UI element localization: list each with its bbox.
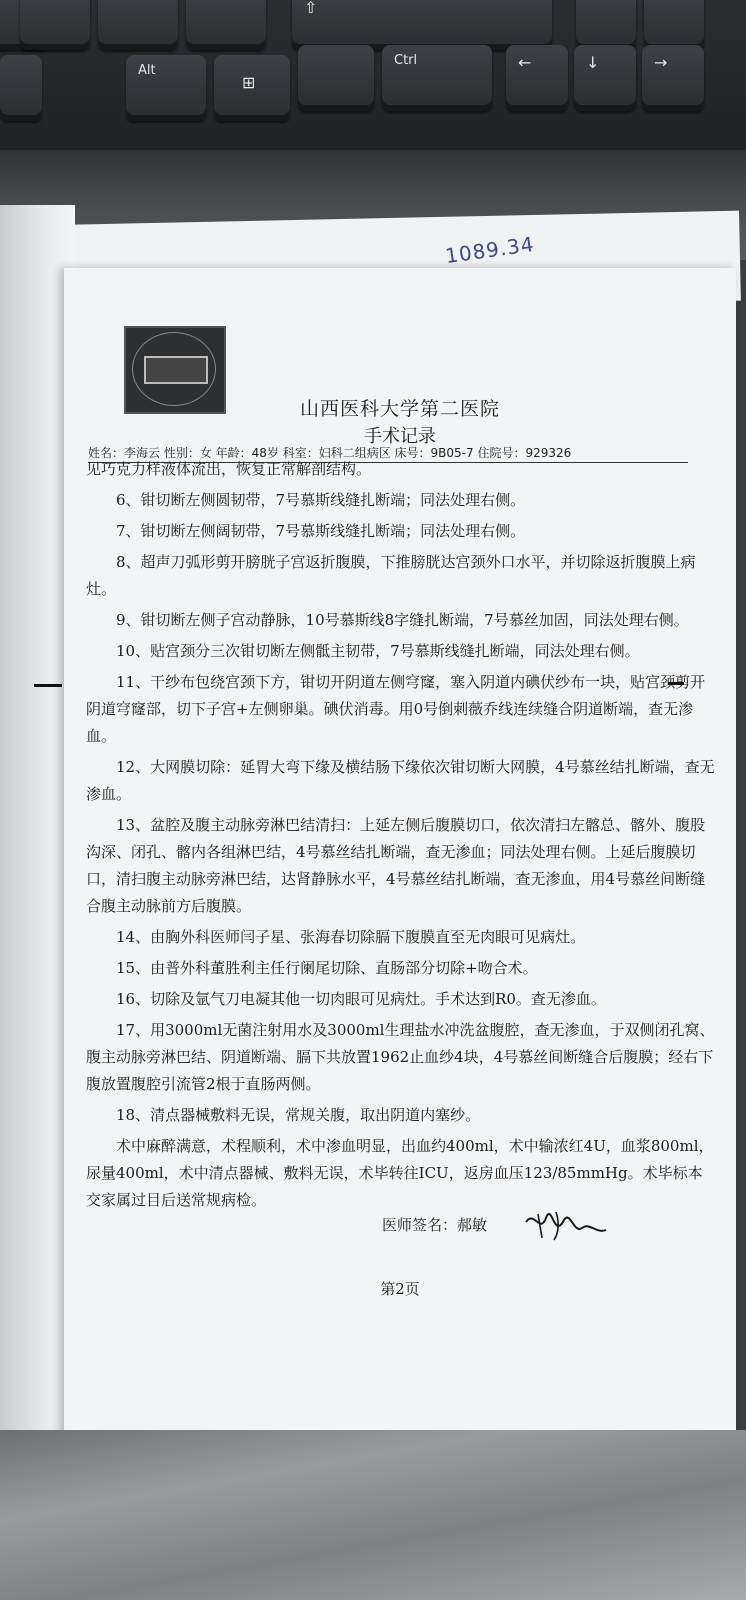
seal-inner	[144, 356, 208, 384]
key	[186, 0, 266, 50]
key	[0, 55, 42, 121]
key	[98, 0, 178, 50]
arrow-left-icon: ←	[518, 53, 532, 72]
paragraph: 7、钳切断左侧阔韧带，7号慕斯线缝扎断端；同法处理右侧。	[116, 522, 526, 540]
record-body	[86, 456, 716, 1218]
arrow-down-icon: ↓	[586, 53, 600, 72]
key	[644, 0, 704, 50]
shift-icon: ⇧	[304, 0, 318, 17]
paragraph: 8、超声刀弧形剪开膀胱子宫返折腹膜，下推膀胱达宫颈外口水平，并切除返折腹膜上病灶。	[86, 553, 696, 598]
ctrl-key	[382, 45, 492, 111]
patient-info-line: 姓名：李海云 性别：女 年龄：48岁 科室：妇科二组病区 床号：9B05-7 住院号：929326	[88, 444, 688, 463]
arrow-down-key	[574, 45, 636, 111]
key	[298, 45, 374, 111]
paragraph: 见巧克力样液体流出，恢复正常解剖结构。	[86, 460, 372, 478]
paragraph: 18、清点器械敷料无误，常规关腹，取出阴道内塞纱。	[116, 1106, 481, 1124]
handwritten-signature-icon	[520, 1204, 610, 1244]
key	[576, 0, 636, 50]
alt-key	[126, 55, 206, 121]
paragraph: 13、盆腔及腹主动脉旁淋巴结清扫：上延左侧后腹膜切口，依次清扫左髂总、髂外、腹股沟深、闭孔、髂内各组淋巴结，4号慕丝结扎断端，查无渗血；同法处理右侧。上延后腹膜切口，清扫腹主动脉旁淋巴结，达肾静脉水平，4号慕丝结扎断端，查无渗血，用4号慕丝间断缝合腹主动脉前方后腹膜。	[86, 816, 706, 915]
paragraph: 16、切除及氩气刀电凝其他一切肉眼可见病灶。手术达到R0。查无渗血。	[116, 990, 606, 1008]
handwritten-note: 1089.34	[443, 231, 536, 269]
page-number: 第2页	[380, 1280, 420, 1298]
signature-label: 医师签名：郝敏	[382, 1216, 488, 1234]
paragraph: 12、大网膜切除：延胃大弯下缘及横结肠下缘依次钳切断大网膜，4号慕丝结扎断端，查无渗血。	[86, 758, 715, 803]
paragraph: 10、贴宫颈分三次钳切断左侧骶主韧带，7号慕斯线缝扎断端，同法处理右侧。	[116, 642, 640, 660]
background-cloth	[0, 1430, 746, 1600]
arrow-right-icon: →	[654, 53, 668, 72]
ctrl-label: Ctrl	[394, 53, 418, 68]
keyboard	[0, 0, 746, 170]
arrow-right-key	[642, 45, 704, 111]
margin-mark	[34, 684, 62, 687]
paragraph: 17、用3000ml无菌注射用水及3000ml生理盐水冲洗盆腹腔，查无渗血，于双侧闭孔窝、腹主动脉旁淋巴结、阴道断端、膈下共放置1962止血纱4块，4号慕丝间断缝合后腹膜；经右下腹放置腹腔引流管2根于直肠两侧。	[86, 1021, 715, 1093]
paragraph: 6、钳切断左侧圆韧带，7号慕斯线缝扎断端；同法处理右侧。	[116, 491, 526, 509]
paragraph: 14、由胸外科医师闫子星、张海春切除膈下腹膜直至无肉眼可见病灶。	[116, 928, 586, 946]
alt-label: Alt	[138, 63, 156, 78]
record-title: 手术记录	[364, 426, 436, 447]
paragraph: 11、干纱布包绕宫颈下方，钳切开阴道左侧穹窿，塞入阴道内碘伏纱布一块，贴宫颈剪开阴道穹窿部，切下子宫+左侧卵巢。碘伏消毒。用0号倒刺薇乔线连续缝合阴道断端，查无渗血。	[86, 673, 706, 745]
shift-key	[292, 0, 552, 50]
paragraph: 15、由普外科董胜利主任行阑尾切除、直肠部分切除+吻合术。	[116, 959, 538, 977]
paragraph: 9、钳切断左侧子宫动静脉，10号慕斯线8字缝扎断端，7号慕丝加固，同法处理右侧。	[116, 611, 689, 629]
arrow-left-key	[506, 45, 568, 111]
windows-logo-icon: ⊞	[242, 73, 256, 92]
windows-key	[214, 55, 290, 121]
hospital-name: 山西医科大学第二医院	[299, 398, 500, 420]
key	[20, 0, 90, 50]
surgery-record-page	[64, 268, 736, 1440]
paragraph: 术中麻醉满意，术程顺利，术中渗血明显，出血约400ml，术中输浓红4U，血浆800ml，尿量400ml，术中清点器械、敷料无误，术毕转往ICU，返房血压123/85mmHg。术毕标本交家属过目后送常规病检。	[86, 1137, 714, 1209]
